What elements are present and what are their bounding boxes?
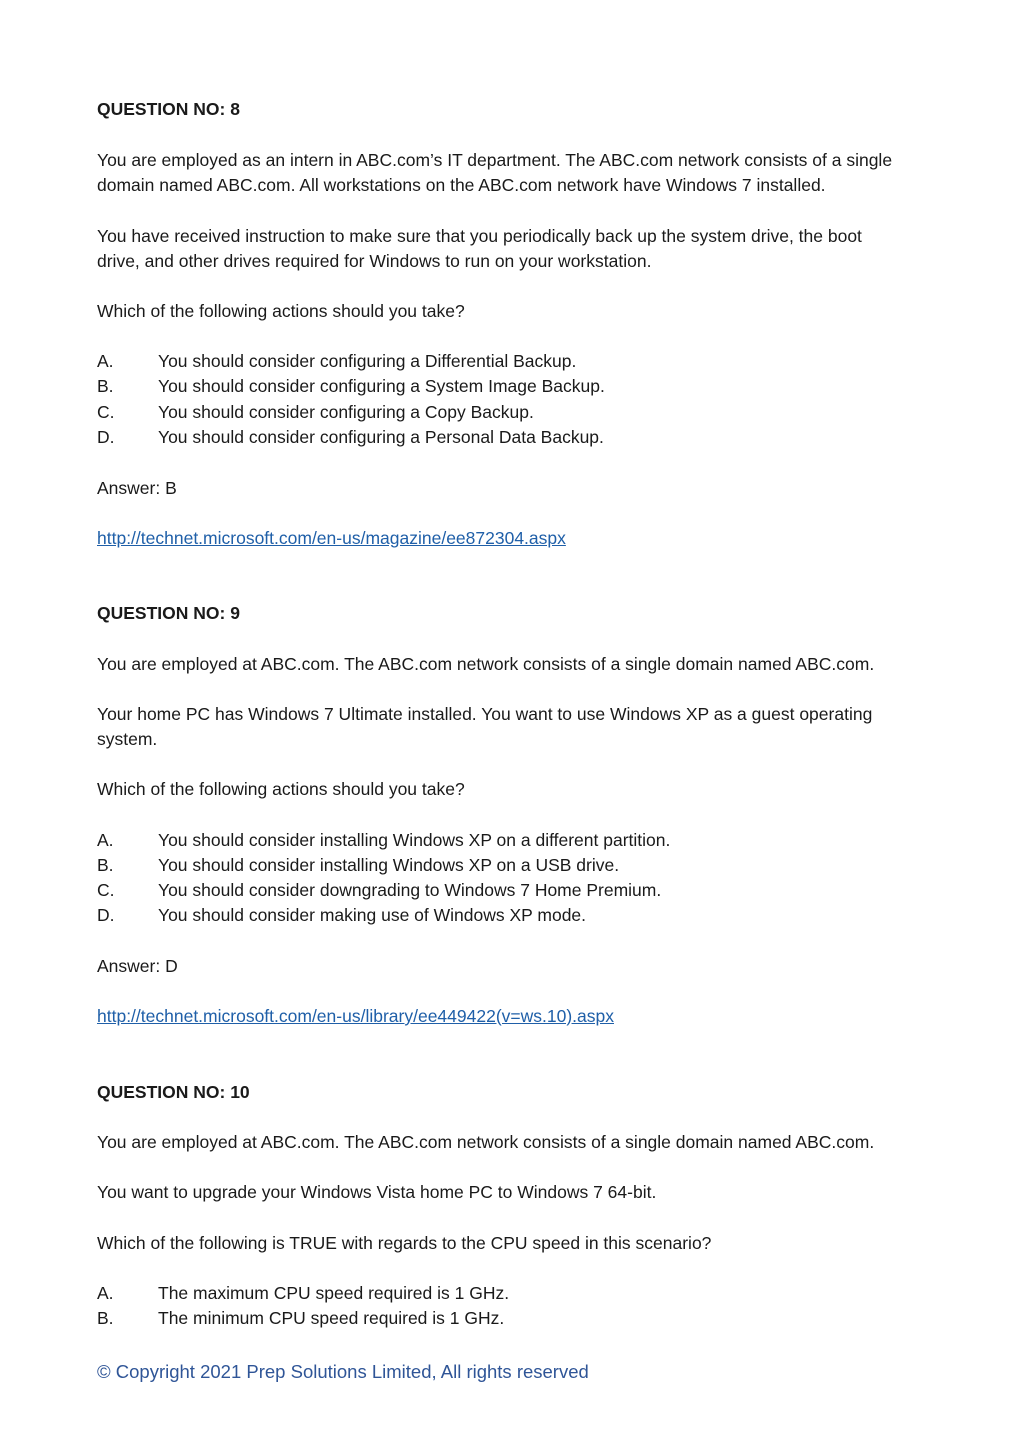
option-text: The minimum CPU speed required is 1 GHz. [158,1308,505,1328]
question-prompt: Which of the following actions should you take? [97,779,465,799]
question-heading: QUESTION NO: 9 [97,603,240,623]
copyright-footer: © Copyright 2021 Prep Solutions Limited, All rights reserved [97,1361,589,1382]
option-text: You should consider downgrading to Windows 7 Home Premium. [158,880,662,900]
question-text: You have received instruction to make sure that you periodically back up the system drive, the boot [97,226,862,246]
option-letter: B. [97,855,114,875]
option-text: You should consider making use of Windows XP mode. [158,905,587,925]
question-text: domain named ABC.com. All workstations on the ABC.com network have Windows 7 installed. [97,175,826,195]
question-prompt: Which of the following is TRUE with regards to the CPU speed in this scenario? [97,1233,712,1253]
option-text: You should consider installing Windows XP on a USB drive. [158,855,620,875]
option-text: You should consider configuring a Copy Backup. [158,402,534,422]
option-letter: D. [97,905,115,925]
question-text: You want to upgrade your Windows Vista home PC to Windows 7 64-bit. [97,1182,657,1202]
option-letter: A. [97,351,114,371]
answer-text: Answer: D [97,956,178,976]
option-text: You should consider configuring a Personal Data Backup. [158,427,604,447]
option-letter: B. [97,376,114,396]
question-text: Your home PC has Windows 7 Ultimate installed. You want to use Windows XP as a guest operating [97,704,873,724]
option-text: The maximum CPU speed required is 1 GHz. [158,1283,510,1303]
answer-text: Answer: B [97,478,177,498]
option-letter: C. [97,880,115,900]
option-letter: B. [97,1308,114,1328]
question-text: You are employed at ABC.com. The ABC.com network consists of a single domain named ABC.com. [97,1132,875,1152]
question-text: system. [97,729,158,749]
question-heading: QUESTION NO: 8 [97,99,240,119]
reference-link[interactable]: http://technet.microsoft.com/en-us/library/ee449422(v=ws.10).aspx [97,1006,614,1026]
question-prompt: Which of the following actions should you take? [97,301,465,321]
question-heading: QUESTION NO: 10 [97,1082,250,1102]
question-text: drive, and other drives required for Windows to run on your workstation. [97,251,652,271]
option-letter: A. [97,1283,114,1303]
question-text: You are employed at ABC.com. The ABC.com network consists of a single domain named ABC.com. [97,654,875,674]
option-text: You should consider configuring a Differential Backup. [158,351,577,371]
option-text: You should consider installing Windows XP on a different partition. [158,830,671,850]
option-text: You should consider configuring a System Image Backup. [158,376,605,396]
option-letter: A. [97,830,114,850]
question-text: You are employed as an intern in ABC.com’s IT department. The ABC.com network consists of a single [97,150,893,170]
option-letter: C. [97,402,115,422]
option-letter: D. [97,427,115,447]
reference-link[interactable]: http://technet.microsoft.com/en-us/magazine/ee872304.aspx [97,528,566,548]
